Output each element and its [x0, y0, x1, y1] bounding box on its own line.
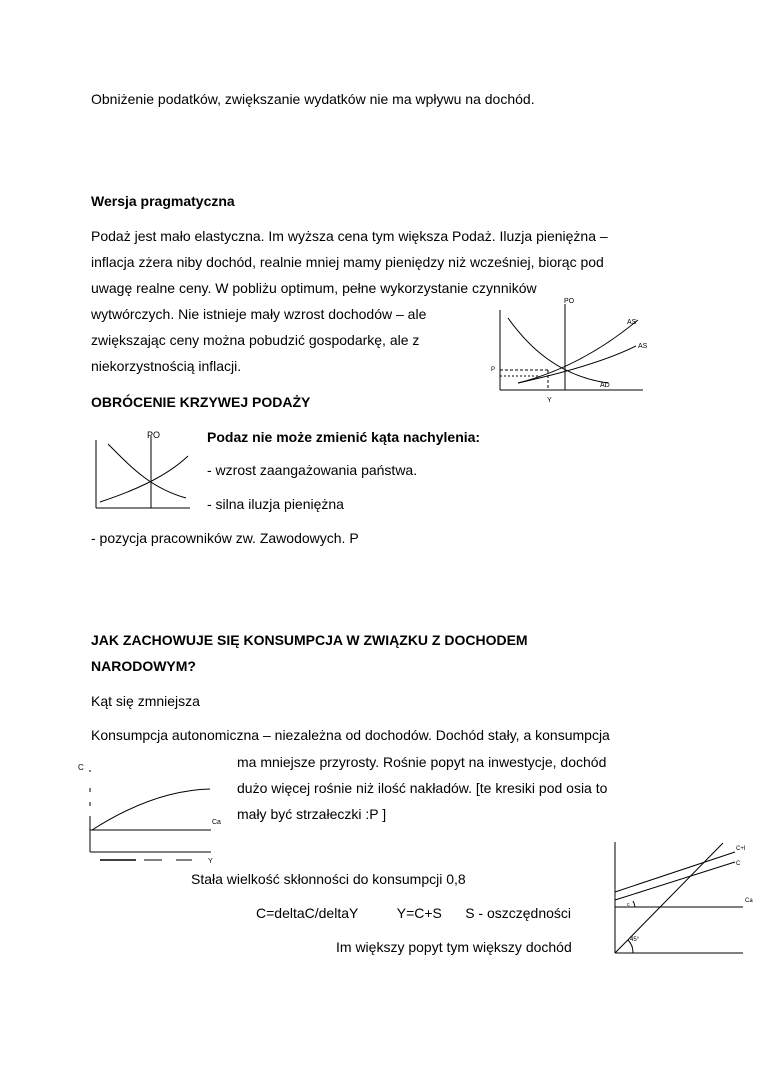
paragraph-line: ma mniejsze przyrosty. Rośnie popyt na inwestycje, dochód — [237, 754, 607, 770]
cross-c-label: C — [736, 861, 741, 867]
heading-pragmatic: Wersja pragmatyczna — [91, 193, 235, 209]
paragraph-demand: Im większy popyt tym większy dochód — [336, 939, 572, 955]
consumption-y-label: C — [78, 763, 84, 772]
as-ad-as2-label: AS — [638, 343, 648, 350]
bullet-illusion: - silna iluzja pieniężna — [207, 496, 344, 512]
bullet-workers: - pozycja pracowników zw. Zawodowych. P — [91, 530, 359, 546]
supply-rotation-y-label: PO — [147, 430, 161, 440]
paragraph-line: uwagę realne ceny. W pobliżu optimum, pełne wykorzystanie czynników — [91, 280, 537, 296]
heading-supply-rotation: OBRÓCENIE KRZYWEJ PODAŻY — [91, 394, 311, 410]
paragraph-line: inflacja zżera niby dochód, realnie mniej mamy pieniędzy niż wcześniej, biorąc pod — [91, 254, 604, 270]
heading-consumption: JAK ZACHOWUJE SIĘ KONSUMPCJA W ZWIĄZKU Z DOCHODEM — [91, 632, 528, 648]
as-ad-diagram — [488, 298, 658, 408]
consumption-diagram — [76, 760, 226, 868]
as-ad-as1-label: AS — [627, 319, 637, 326]
paragraph-formulas: C=deltaC/deltaY Y=C+S S - oszczędności — [256, 905, 572, 921]
paragraph-propensity: Stała wielkość skłonności do konsumpcji 0,8 — [191, 871, 466, 887]
paragraph-line: niekorzystnością inflacji. — [91, 358, 242, 374]
heading-consumption-cont: NARODOWYM? — [91, 658, 196, 674]
paragraph-tax: Obniżenie podatków, zwiększanie wydatków nie ma wpływu na dochód. — [91, 91, 535, 107]
paragraph-line: zwiększając ceny można pobudzić gospodarkę, ale z — [91, 332, 420, 348]
as-ad-x-label: Y — [547, 397, 552, 404]
cross-ca-label: Ca — [745, 898, 753, 904]
paragraph-line: Podaż jest mało elastyczna. Im wyższa cena tym większa Podaż. Iluzja pieniężna – — [91, 228, 608, 244]
consumption-ca-label: Ca — [212, 819, 221, 826]
cross-ci-label: C+I — [736, 846, 746, 852]
as-ad-ad-label: AD — [600, 382, 610, 389]
paragraph-angle: Kąt się zmniejsza — [91, 693, 200, 709]
cross-angle-label: 45° — [630, 937, 640, 943]
paragraph-autonomous: Konsumpcja autonomiczna – niezależna od dochodów. Dochód stały, a konsumpcja — [91, 727, 610, 743]
consumption-x-label: Y — [208, 858, 213, 865]
as-ad-p-label: P — [491, 367, 496, 373]
paragraph-line: wytwórczych. Nie istnieje mały wzrost dochodów – ale — [91, 306, 427, 322]
as-ad-y-label: PO — [564, 298, 575, 305]
keynesian-cross-diagram — [605, 838, 755, 958]
paragraph-line: dużo więcej rośnie niż ilość nakładów. [te kresiki pod osia to — [237, 780, 608, 796]
cross-c-small-label: c — [627, 902, 630, 908]
paragraph-line: mały być strzałeczki :P ] — [237, 806, 387, 822]
supply-rotation-diagram — [90, 426, 195, 516]
bullet-state: - wzrost zaangażowania państwa. — [207, 462, 418, 478]
heading-supply-angle: Podaz nie może zmienić kąta nachylenia: — [207, 429, 481, 445]
